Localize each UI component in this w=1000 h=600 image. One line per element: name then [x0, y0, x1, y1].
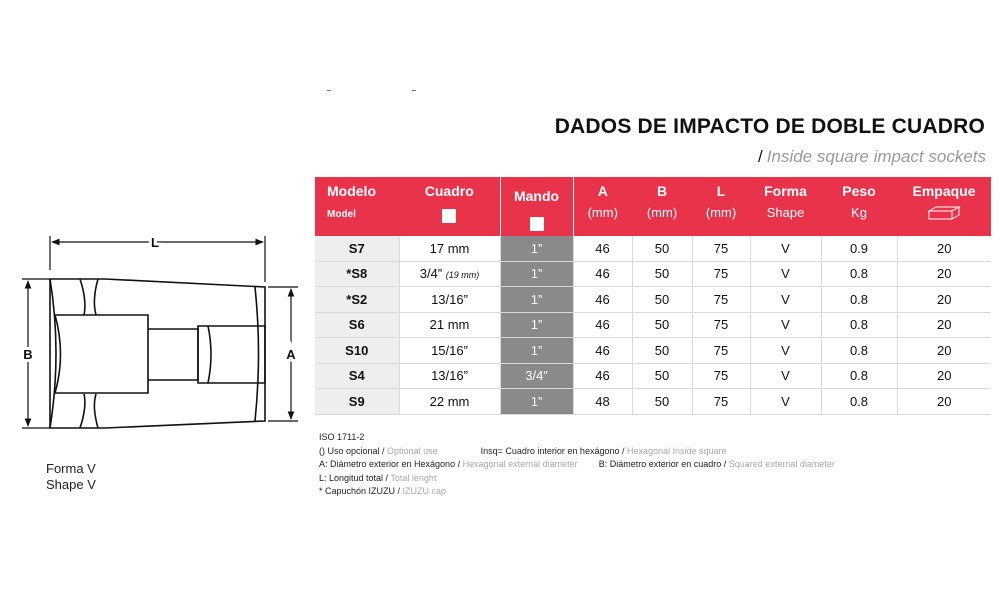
cell-forma: V	[750, 338, 821, 364]
cell-empaque: 20	[897, 312, 991, 338]
col-header-b: B (mm)	[632, 177, 692, 236]
cell-empaque: 20	[897, 363, 991, 389]
note-cap: * Capuchón IZUZU / IZUZU cap	[319, 486, 447, 496]
note-iso: ISO 1711-2	[319, 432, 365, 442]
cell-model: S6	[315, 312, 399, 338]
cell-mando: 1”	[500, 312, 573, 338]
col-header-model: Modelo Model	[315, 177, 399, 236]
cell-b: 50	[632, 261, 692, 287]
cell-empaque: 20	[897, 236, 991, 261]
cell-model: *S2	[315, 287, 399, 313]
socket-left-face	[50, 279, 56, 428]
socket-hex-curve	[208, 326, 211, 383]
label-b: B	[23, 347, 33, 362]
socket-groove-top-right	[94, 279, 98, 315]
note-length: L: Longitud total / Total lenght	[319, 472, 437, 483]
cell-empaque: 20	[897, 338, 991, 364]
table-row	[315, 261, 991, 287]
shape-caption-es: Forma V	[46, 461, 96, 476]
cell-forma: V	[750, 389, 821, 415]
cell-mando: 1”	[500, 338, 573, 364]
cell-b: 50	[632, 363, 692, 389]
col-header-mando: Mando	[500, 177, 573, 236]
subtitle-slash: /	[758, 147, 763, 166]
cell-forma: V	[750, 312, 821, 338]
cell-b: 50	[632, 287, 692, 313]
cell-cuadro: 22 mm	[399, 389, 500, 415]
cell-peso: 0.8	[821, 338, 897, 364]
cell-model: S9	[315, 389, 399, 415]
cell-forma: V	[750, 236, 821, 261]
cell-l: 75	[692, 236, 750, 261]
cell-peso: 0.8	[821, 287, 897, 313]
socket-groove-top-left	[80, 279, 85, 315]
cell-l: 75	[692, 312, 750, 338]
cell-a: 46	[573, 338, 632, 364]
page-title: DADOS DE IMPACTO DE DOBLE CUADRO	[554, 115, 985, 138]
table-row	[315, 363, 991, 389]
socket-groove-bottom-left	[80, 394, 85, 428]
cell-a: 46	[573, 287, 632, 313]
label-l: L	[151, 235, 159, 250]
table-row	[315, 287, 991, 313]
socket-hex-step	[148, 329, 198, 380]
cell-b: 50	[632, 338, 692, 364]
cell-empaque: 20	[897, 261, 991, 287]
cell-a: 48	[573, 389, 632, 415]
cell-l: 75	[692, 338, 750, 364]
cell-cuadro: 3/4” (19 mm)	[399, 261, 500, 287]
cell-l: 75	[692, 287, 750, 313]
spec-table	[315, 177, 991, 415]
cell-forma: V	[750, 287, 821, 313]
cell-a: 46	[573, 236, 632, 261]
cell-l: 75	[692, 363, 750, 389]
table-row	[315, 338, 991, 364]
cell-peso: 0.9	[821, 236, 897, 261]
stray-mark	[327, 90, 331, 91]
cell-b: 50	[632, 236, 692, 261]
col-header-cuadro: Cuadro	[399, 177, 500, 236]
shape-caption-en: Shape V	[46, 477, 96, 492]
cell-peso: 0.8	[821, 261, 897, 287]
cell-mando: 1”	[500, 236, 573, 261]
cell-a: 46	[573, 312, 632, 338]
cell-model: S10	[315, 338, 399, 364]
cell-peso: 0.8	[821, 389, 897, 415]
cell-b: 50	[632, 312, 692, 338]
cell-l: 75	[692, 261, 750, 287]
page-subtitle	[758, 147, 986, 167]
cell-model: *S8	[315, 261, 399, 287]
note-diameters: A: Diámetro exterior en Hexágono / Hexagonal external diameter B: Diámetro exterior en cuadro / Squared external diameter	[319, 459, 835, 469]
table-row	[315, 236, 991, 261]
socket-outline	[50, 279, 265, 428]
socket-right-face	[255, 287, 259, 421]
cell-forma: V	[750, 261, 821, 287]
col-header-peso: Peso Kg	[821, 177, 897, 236]
cell-l: 75	[692, 389, 750, 415]
cell-cuadro: 15/16”	[399, 338, 500, 364]
note-optional: () Uso opcional / Optional use Insq= Cuadro interior en hexágono / Hexagonal Inside square	[319, 445, 727, 456]
label-a: A	[286, 347, 296, 362]
cell-cuadro: 13/16”	[399, 287, 500, 313]
cell-peso: 0.8	[821, 363, 897, 389]
cell-mando: 1”	[500, 389, 573, 415]
col-header-empaque: Empaque	[897, 177, 991, 236]
cell-mando: 1”	[500, 261, 573, 287]
cell-model: S4	[315, 363, 399, 389]
stray-mark	[412, 90, 416, 91]
cell-forma: V	[750, 363, 821, 389]
cell-cuadro: 17 mm	[399, 236, 500, 261]
cell-cuadro: 21 mm	[399, 312, 500, 338]
cell-a: 46	[573, 363, 632, 389]
cell-peso: 0.8	[821, 312, 897, 338]
table-row	[315, 312, 991, 338]
socket-hex-bore	[198, 326, 265, 383]
box-icon	[927, 205, 961, 221]
cuadro-note: (19 mm)	[445, 270, 480, 281]
square-icon	[530, 217, 544, 231]
cell-empaque: 20	[897, 287, 991, 313]
subtitle-text: Inside square impact sockets	[766, 147, 986, 166]
cell-model: S7	[315, 236, 399, 261]
shape-caption	[46, 461, 96, 493]
col-header-l: L (mm)	[692, 177, 750, 236]
cell-b: 50	[632, 389, 692, 415]
socket-drive-bore	[55, 315, 148, 393]
socket-groove-bottom-right	[94, 394, 98, 428]
notes-block	[319, 431, 835, 499]
col-header-forma: Forma Shape	[750, 177, 821, 236]
cell-cuadro: 13/16”	[399, 363, 500, 389]
table-row	[315, 389, 991, 415]
cell-a: 46	[573, 261, 632, 287]
cell-mando: 1”	[500, 287, 573, 313]
socket-drawing	[10, 225, 310, 440]
table-header-row	[315, 177, 991, 236]
square-icon	[442, 209, 456, 223]
col-header-a: A (mm)	[573, 177, 632, 236]
cell-empaque: 20	[897, 389, 991, 415]
cell-mando: 3/4”	[500, 363, 573, 389]
